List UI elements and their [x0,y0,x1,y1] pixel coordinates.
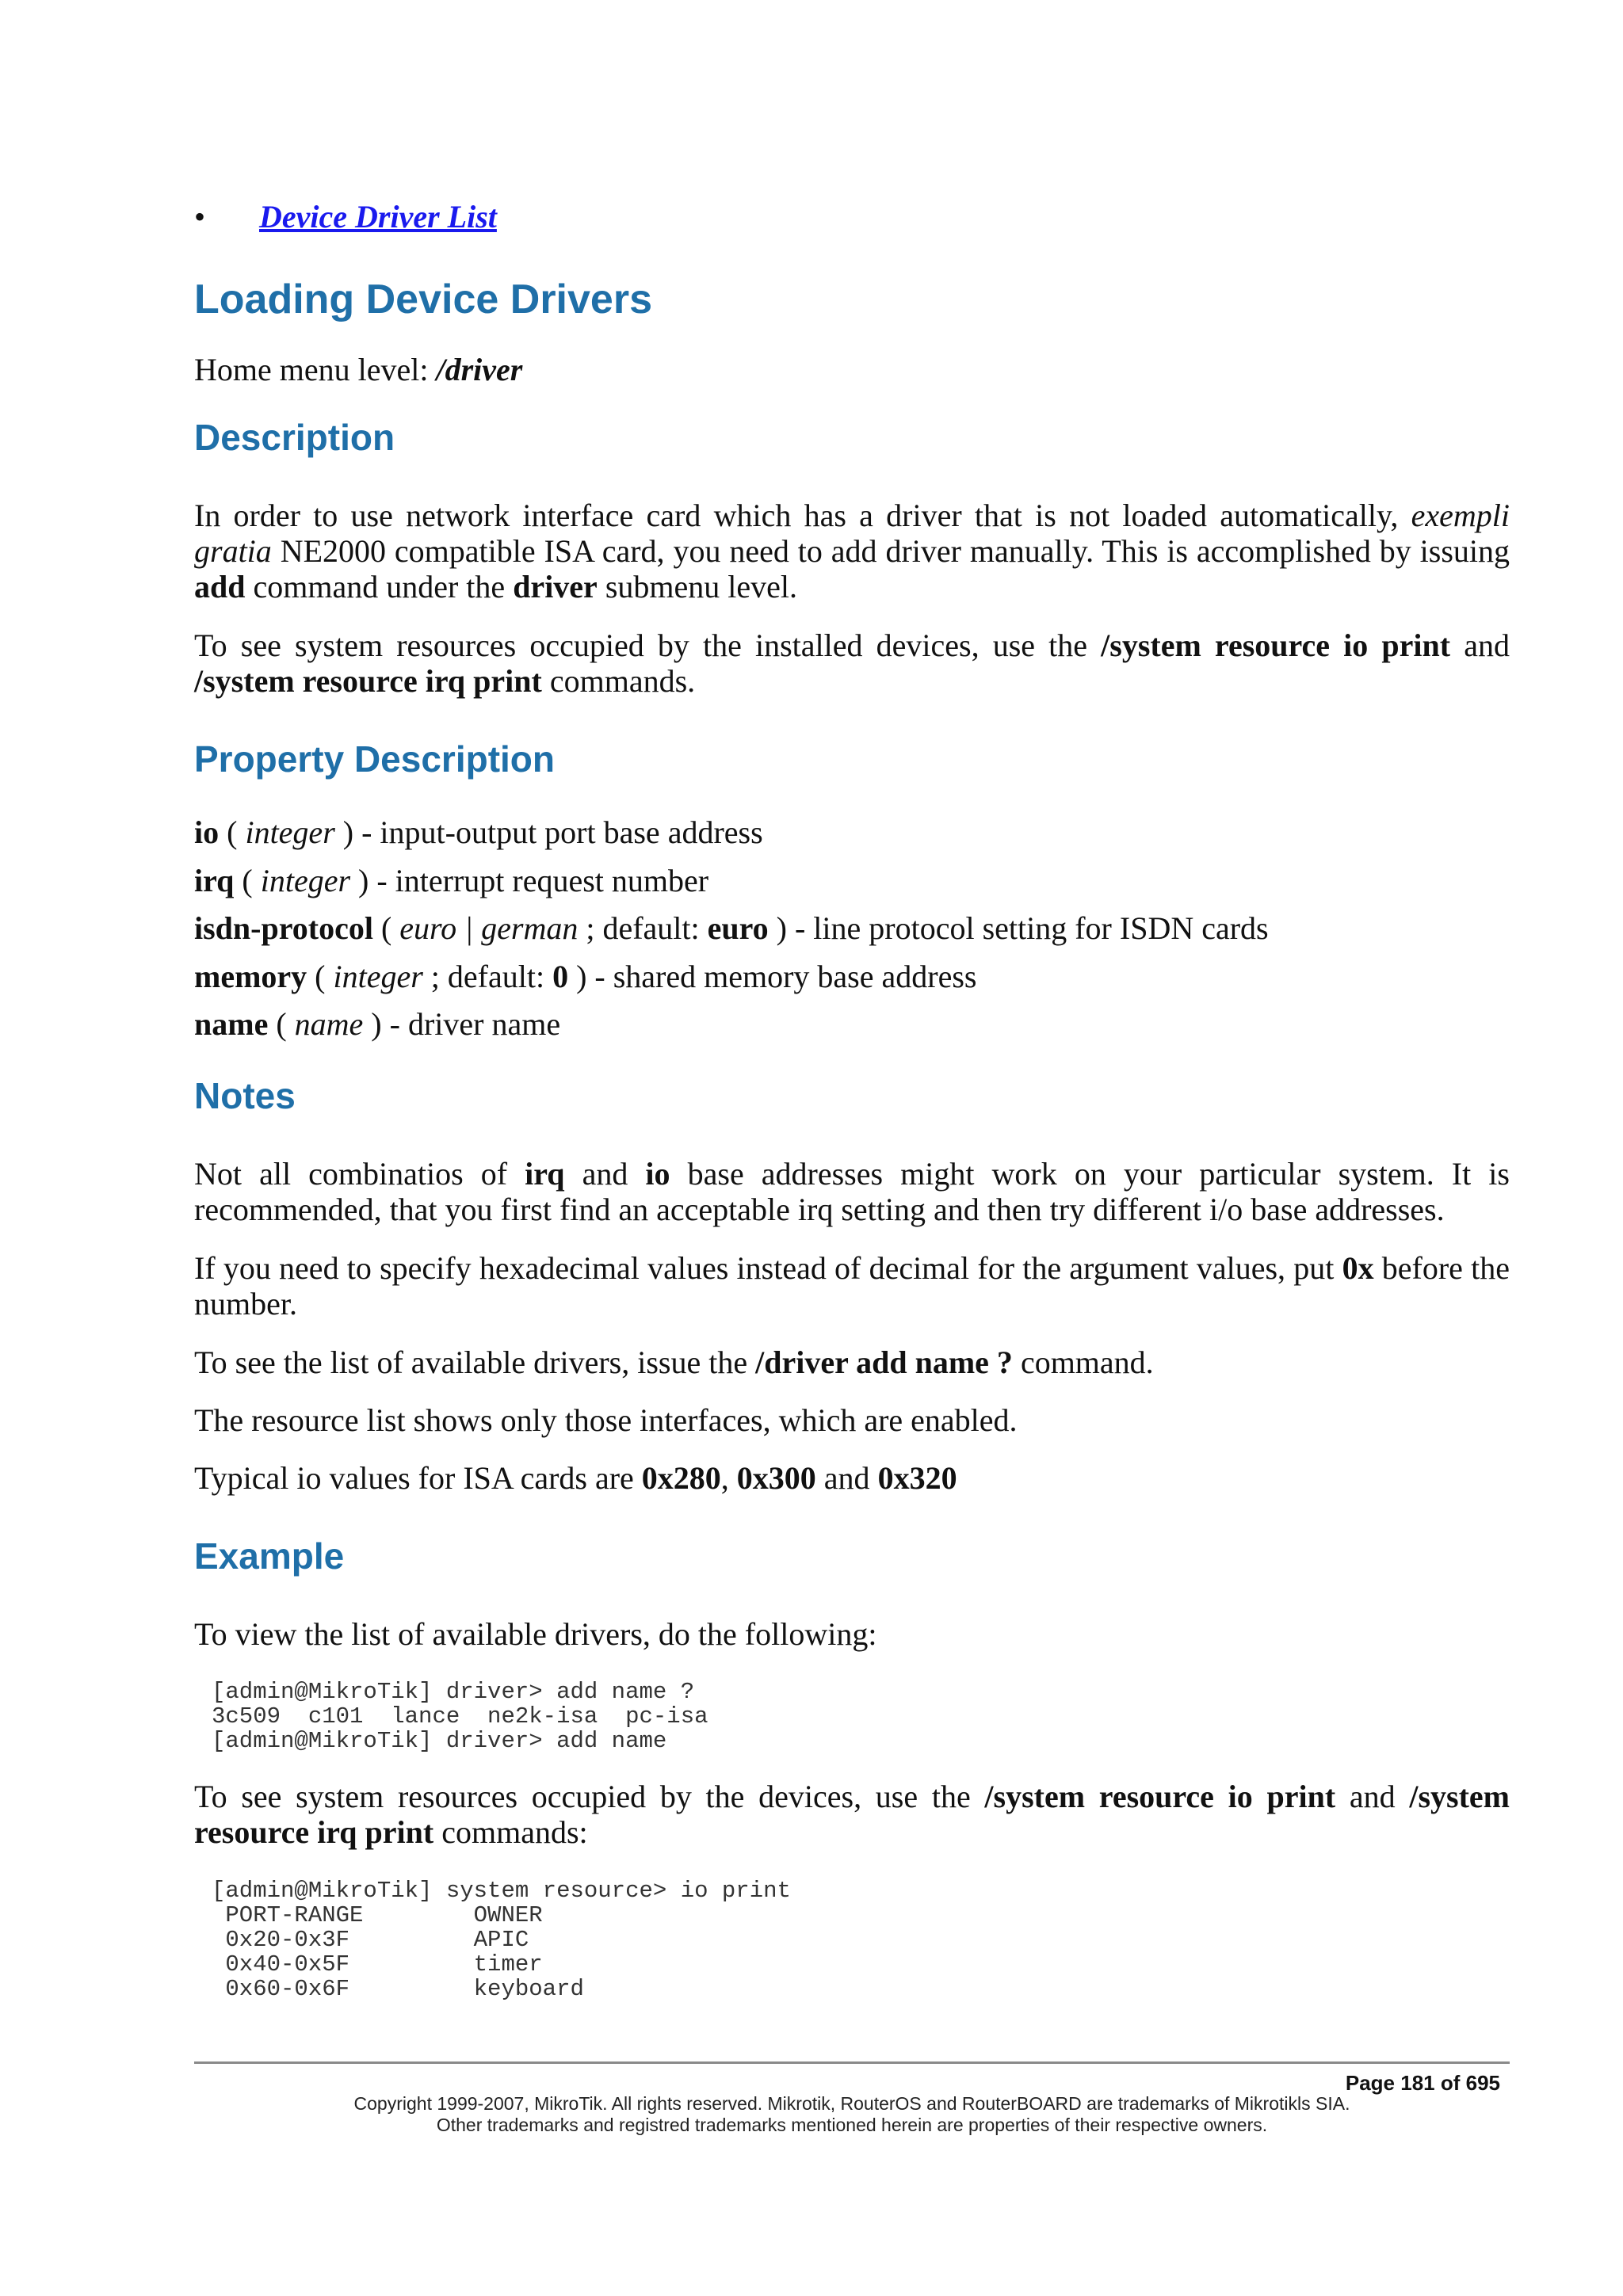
description-paragraph-2: To see system resources occupied by the installed devices, use the /system resource io print and /system resource irq print commands. [194,627,1510,699]
notes-paragraph-3: To see the list of available drivers, issue the /driver add name ? command. [194,1344,1154,1380]
property-io: io ( integer ) - input-output port base address [194,814,763,850]
notes-paragraph-4: The resource list shows only those interfaces, which are enabled. [194,1402,1018,1438]
heading-notes: Notes [194,1075,296,1116]
notes-paragraph-2: If you need to specify hexadecimal values instead of decimal for the argument values, put 0x before the number. [194,1250,1510,1322]
property-name: name ( name ) - driver name [194,1006,561,1042]
page-number: Page 181 of 695 [1345,2071,1500,2095]
page-title: Loading Device Drivers [194,277,652,322]
example-paragraph-2: To see system resources occupied by the devices, use the /system resource io print and /system resource irq print commands: [194,1779,1510,1850]
home-menu-label: Home menu level: [194,352,437,387]
heading-example: Example [194,1535,345,1577]
bullet-glyph: • [194,199,206,235]
home-menu-level [194,352,1510,387]
description-paragraph-1: In order to use network interface card which has a driver that is not loaded automatically, exempli gratia NE2000 compatible ISA card, you need to add driver manually. This is accomplished by issuing add command under the driver submenu level. [194,498,1510,605]
copyright-line-1: Copyright 1999-2007, MikroTik. All rights reserved. Mikrotik, RouterOS and RouterBOARD are trademarks of Mikrotikls SIA. [353,2093,1350,2114]
copyright-notice [194,2093,1510,2136]
property-memory: memory ( integer ; default: 0 ) - shared memory base address [194,959,977,994]
property-isdn-protocol: isdn-protocol ( euro | german ; default: euro ) - line protocol setting for ISDN cards [194,910,1269,946]
notes-paragraph-1: Not all combinatios of irq and io base addresses might work on your particular system. It is recommended, that you first find an acceptable irq setting and then try different i/o base addresses. [194,1156,1510,1227]
code-block-driver-list: [admin@MikroTik] driver> add name ? 3c509 c101 lance ne2k-isa pc-isa [admin@MikroTik] driver> add name [212,1679,708,1754]
notes-paragraph-5: Typical io values for ISA cards are 0x280, 0x300 and 0x320 [194,1460,957,1496]
code-block-io-print: [admin@MikroTik] system resource> io print PORT-RANGE OWNER 0x20-0x3F APIC 0x40-0x5F timer 0x60-0x6F keyboard [212,1878,791,2002]
device-driver-list-link[interactable]: Device Driver List [259,199,497,235]
copyright-line-2: Other trademarks and registred trademarks mentioned herein are properties of their respective owners. [436,2115,1268,2135]
home-menu-path: /driver [436,352,523,387]
example-paragraph-1: To view the list of available drivers, do the following: [194,1616,877,1652]
footer-divider [194,2061,1510,2064]
heading-description: Description [194,417,395,458]
property-irq: irq ( integer ) - interrupt request number [194,863,709,898]
heading-property-description: Property Description [194,738,555,780]
